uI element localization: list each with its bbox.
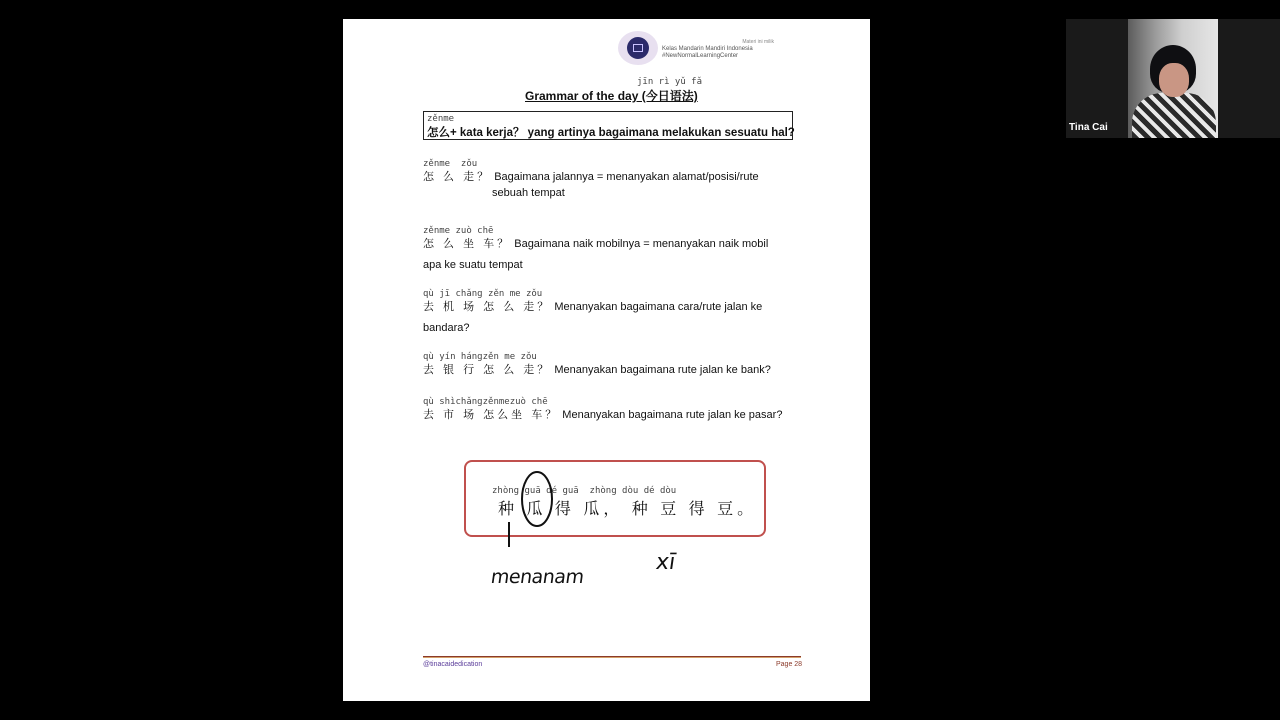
- document-page: [343, 19, 870, 701]
- example-entry: [423, 397, 813, 423]
- page-title: Grammar of the day (今日语法): [525, 89, 698, 103]
- entry-hanzi: 怎 么 走？: [423, 171, 492, 183]
- participant-name: Tina Cai: [1069, 122, 1108, 133]
- entry-meaning-cont: bandara?: [423, 322, 470, 334]
- handwritten-note-menanam: menanam: [489, 566, 586, 588]
- rule-pinyin: zěnme: [427, 114, 455, 124]
- entry-pinyin: zěnme zuò chē: [423, 226, 494, 236]
- entry-pinyin: zěnme zǒu: [423, 159, 478, 169]
- proverb-card: [464, 460, 766, 537]
- entry-meaning-cont: apa ke suatu tempat: [423, 259, 523, 271]
- entry-hanzi: 怎 么 坐 车？: [423, 238, 512, 250]
- rule-text: 怎么+ kata kerja？ yang artinya bagaimana melakukan sesuatu hal?: [427, 127, 795, 139]
- entry-meaning: Menanyakan bagaimana rute jalan ke bank?: [554, 364, 771, 376]
- logo-text: [662, 39, 842, 60]
- entry-pinyin: qù shìchǎngzěnmezuò chē: [423, 397, 548, 407]
- example-entry: [423, 352, 813, 378]
- example-entry: [423, 289, 813, 336]
- page-number: Page 28: [776, 661, 803, 668]
- entry-meaning-cont: sebuah tempat: [492, 187, 565, 199]
- proverb-pinyin: zhòng guā dé guā zhòng dòu dé dòu: [492, 486, 677, 496]
- grammar-rule-box: [423, 111, 793, 140]
- entry-hanzi: 去 市 场 怎么坐 车？: [423, 409, 560, 421]
- entry-hanzi: 去 银 行 怎 么 走？: [423, 364, 552, 376]
- entry-meaning: Bagaimana naik mobilnya = menanyakan naik mobil: [514, 238, 769, 250]
- example-entry: [423, 226, 813, 273]
- entry-pinyin: qù jī chǎng zěn me zǒu: [423, 289, 543, 299]
- example-entry: [423, 159, 813, 201]
- logo-line-3: #NewNormalLearningCenter: [662, 53, 739, 59]
- logo-line-2: Kelas Mandarin Mandiri Indonesia: [662, 46, 753, 52]
- entry-meaning: Bagaimana jalannya = menanyakan alamat/posisi/rute: [494, 171, 759, 183]
- entry-meaning: Menanyakan bagaimana cara/rute jalan ke: [554, 301, 763, 313]
- proverb-hanzi: 种 瓜 得 瓜， 种 豆 得 豆。: [498, 501, 758, 518]
- participant-video-tile[interactable]: [1066, 19, 1280, 138]
- footer-handle: @tinacaidedication: [423, 661, 483, 668]
- entry-hanzi: 去 机 场 怎 么 走？: [423, 301, 552, 313]
- participant-camera-feed: [1128, 19, 1218, 138]
- entry-pinyin: qù yín hángzěn me zǒu: [423, 352, 537, 362]
- handwritten-note-xi: xī: [654, 550, 677, 575]
- logo-line-1: Materi ini milik: [742, 39, 774, 45]
- title-pinyin: jīn rì yǔ fǎ: [637, 77, 703, 87]
- school-logo: [618, 31, 658, 65]
- footer-divider: [423, 656, 801, 658]
- entry-meaning: Menanyakan bagaimana rute jalan ke pasar?: [562, 409, 783, 421]
